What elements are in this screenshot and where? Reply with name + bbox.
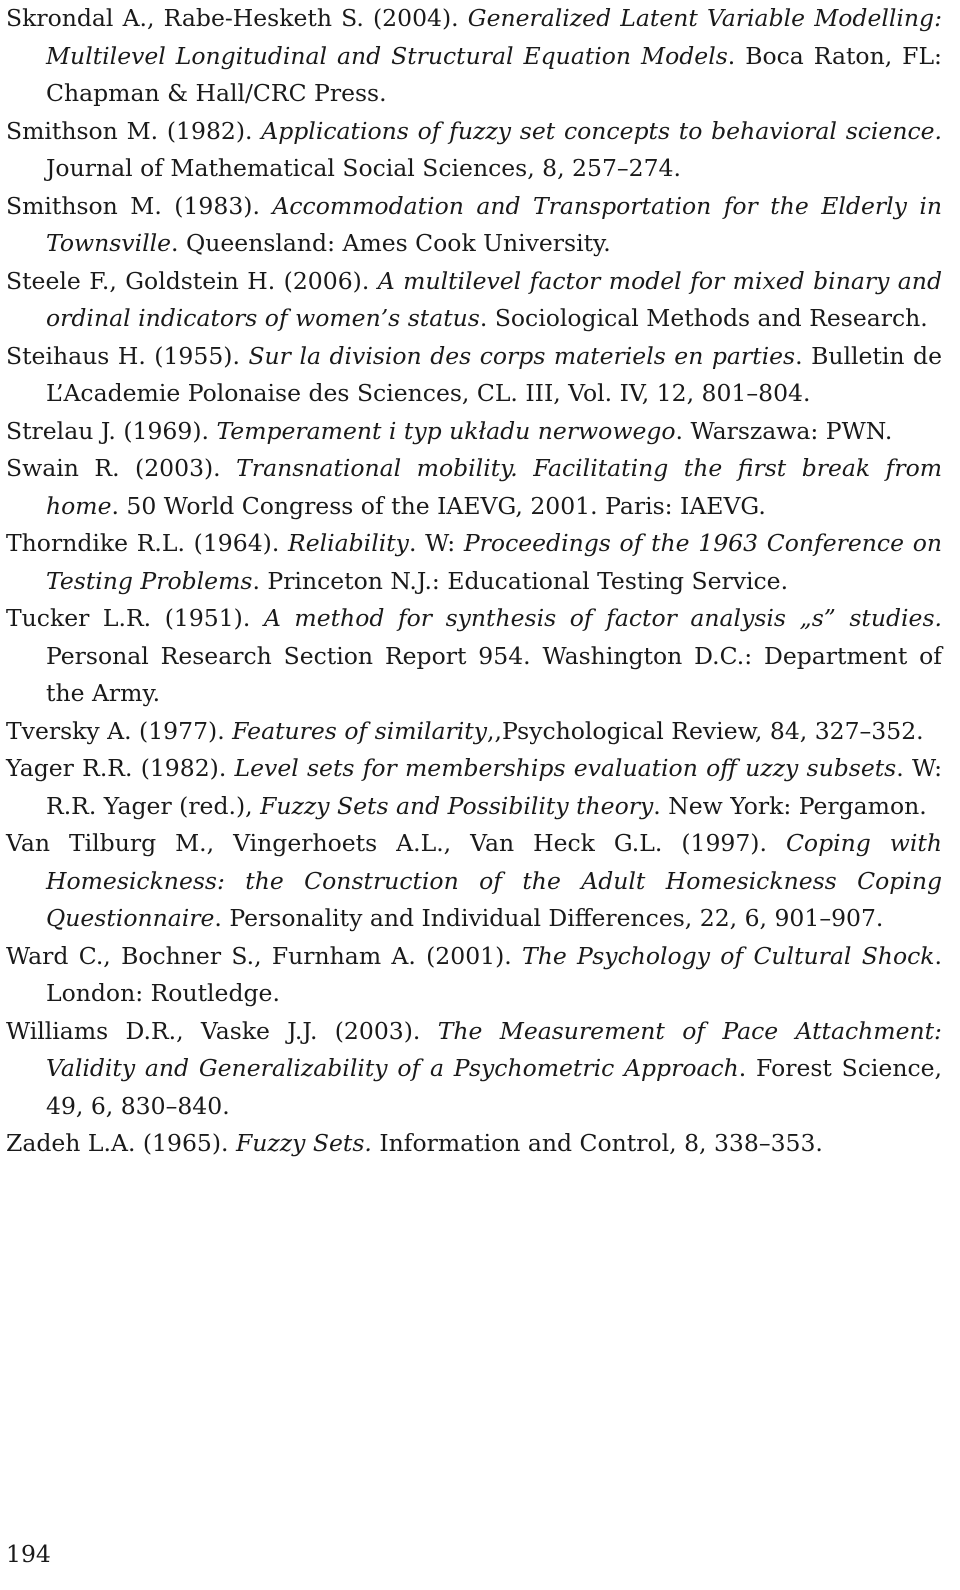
ref-source: . W: R.R. Yager (red.), [46, 754, 942, 820]
ref-title: Accommodation and Transportation for the Elderly in Townsville [46, 191, 943, 257]
ref-authors-year: Zadeh L.A. (1965). [6, 1129, 236, 1157]
ref-authors-year: Williams D.R., Vaske J.J. (2003). [6, 1016, 438, 1045]
ref-authors-year: Van Tilburg M., Vingerhoets A.L., Van Heck G.L. (1997). [6, 829, 786, 857]
ref-title: The Measurement of Pace Attachment: Validity and Generalizability of a Psychometric Approach [46, 1016, 942, 1082]
page-number: 194 [6, 1540, 51, 1568]
ref-source: Information and Control, 8, 338–353. [371, 1129, 823, 1157]
reference-entry [6, 188, 942, 263]
reference-entry [6, 600, 942, 713]
ref-title: Fuzzy Sets. [235, 1129, 372, 1157]
reference-entry [6, 1013, 942, 1126]
ref-title: Applications of fuzzy set concepts to behavioral science. [261, 116, 943, 145]
ref-source: . London: Routledge. [46, 941, 942, 1007]
ref-source: . Boca Raton, FL: Chapman & Hall/CRC Press. [46, 41, 942, 107]
ref-source: . Personality and Individual Differences, 22, 6, 901–907. [214, 904, 884, 932]
ref-source: Personal Research Section Report 954. Washington D.C.: Department of the Army. [46, 641, 942, 707]
ref-source-secondary: . New York: Pergamon. [653, 791, 927, 820]
ref-title: Transnational mobility. Facilitating the first break from home [46, 454, 942, 520]
ref-authors-year: Strelau J. (1969). [6, 416, 217, 445]
ref-source: . Warszawa: PWN. [675, 416, 893, 445]
reference-entry [6, 0, 942, 113]
ref-title: A multilevel factor model for mixed binary and ordinal indicators of women’s status [46, 266, 942, 332]
ref-authors-year: Steihaus H. (1955). [6, 341, 249, 370]
ref-title: Features of similarity [232, 716, 488, 745]
reference-entry [6, 113, 942, 188]
ref-title: Reliability [288, 529, 409, 557]
ref-authors-year: Skrondal A., Rabe-Hesketh S. (2004). [6, 4, 468, 32]
reference-entry [6, 413, 942, 451]
ref-title: Temperament i typ układu nerwowego [216, 416, 676, 445]
ref-source: . Queensland: Ames Cook University. [171, 229, 611, 257]
ref-source: Journal of Mathematical Social Sciences, 8, 257–274. [46, 154, 681, 182]
reference-entry [6, 263, 942, 338]
ref-source: . W: [408, 529, 464, 557]
reference-entry [6, 713, 942, 751]
ref-source: . Sociological Methods and Research. [479, 304, 928, 332]
ref-title-secondary: Proceedings of the 1963 Conference on Testing Problems [46, 529, 942, 595]
ref-source: . Bulletin de L’Academie Polonaise des Sciences, CL. III, Vol. IV, 12, 801–804. [46, 341, 942, 407]
reference-entry [6, 1125, 942, 1163]
ref-authors-year: Thorndike R.L. (1964). [6, 529, 288, 557]
ref-authors-year: Tversky A. (1977). [6, 716, 233, 745]
ref-authors-year: Smithson M. (1982). [6, 116, 262, 145]
reference-entry [6, 938, 942, 1013]
reference-entry [6, 525, 942, 600]
ref-source: . 50 World Congress of the IAEVG, 2001. Paris: IAEVG. [111, 491, 766, 520]
reference-entry [6, 825, 942, 938]
ref-authors-year: Smithson M. (1983). [6, 191, 273, 220]
reference-list [6, 0, 942, 1163]
ref-title: Sur la division des corps materiels en parties [248, 341, 796, 370]
ref-title: Coping with Homesickness: the Construction of the Adult Homesickness Coping Questionnaire [46, 829, 943, 932]
ref-authors-year: Steele F., Goldstein H. (2006). [6, 266, 378, 295]
ref-title: A method for synthesis of factor analysis „s” studies. [263, 604, 942, 632]
ref-authors-year: Yager R.R. (1982). [6, 754, 235, 782]
ref-source-secondary: . Princeton N.J.: Educational Testing Service. [252, 566, 789, 595]
ref-title: Level sets for memberships evaluation off uzzy subsets [234, 754, 897, 782]
ref-title: Generalized Latent Variable Modelling: Multilevel Longitudinal and Structural Equation Models [46, 4, 942, 70]
reference-entry [6, 338, 942, 413]
ref-source: ,,Psychological Review, 84, 327–352. [487, 716, 924, 745]
ref-title-secondary: Fuzzy Sets and Possibility theory [260, 791, 654, 820]
ref-authors-year: Tucker L.R. (1951). [6, 604, 264, 632]
ref-title: The Psychology of Cultural Shock [522, 941, 935, 970]
ref-authors-year: Swain R. (2003). [6, 454, 237, 482]
ref-source: . Forest Science, 49, 6, 830–840. [46, 1054, 942, 1120]
ref-authors-year: Ward C., Bochner S., Furnham A. (2001). [6, 941, 523, 970]
reference-entry [6, 750, 942, 825]
reference-entry [6, 450, 942, 525]
